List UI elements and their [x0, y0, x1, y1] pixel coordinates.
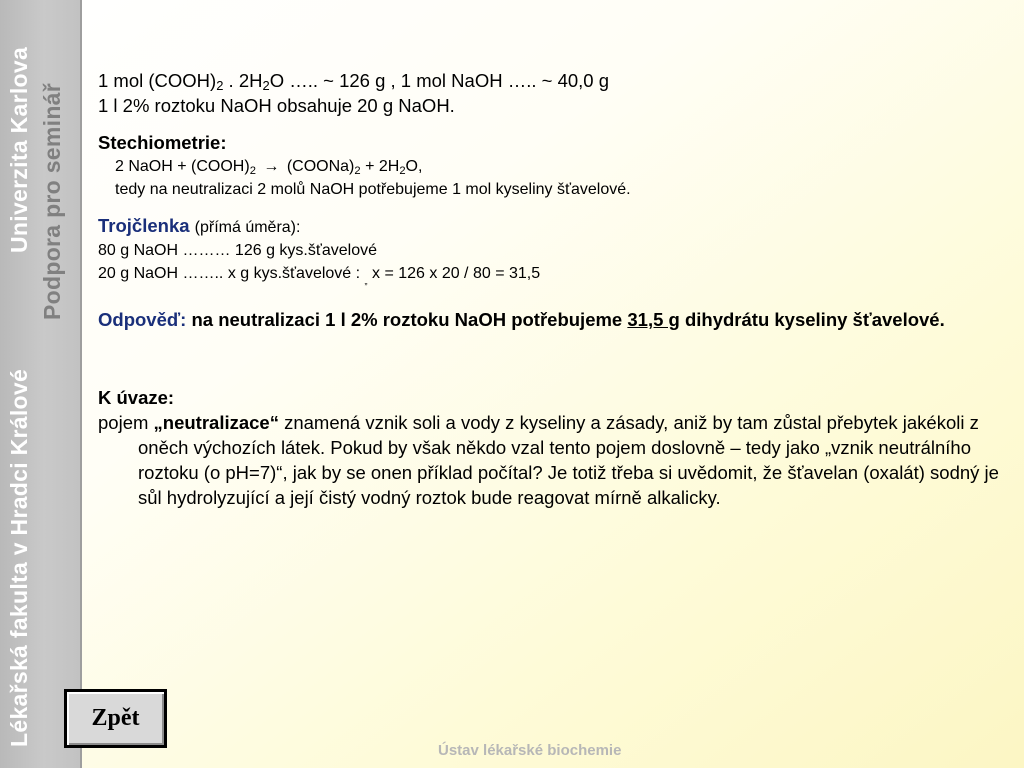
solution-content-line: 1 l 2% roztoku NaOH obsahuje 20 g NaOH.	[98, 95, 455, 116]
proportion-line-1: 80 g NaOH ……… 126 g kys.šťavelové	[98, 242, 378, 259]
footer-institute: Ústav lékařské biochemie	[438, 742, 622, 759]
molar-mass-line: 1 mol $(COOH)_2$ . $2H_2O$ ….. ~ 126 g , 1 mol NaOH ….. ~ 40,0 g	[98, 70, 610, 93]
back-button[interactable]: Zpět	[64, 689, 167, 748]
answer-paragraph: Odpověď: na neutralizaci 1 l 2% roztoku NaOH potřebujeme 31,5 g dihydrátu kyseliny šťavelové.	[98, 309, 945, 330]
arrow-icon: →	[263, 158, 280, 175]
answer-value: 31,5 g	[627, 309, 680, 330]
reaction-equation: 2 NaOH + $(COOH)_2$ → $(COONa)_2 + 2H_2O$,	[98, 155, 1008, 178]
consider-paragraph: pojem „neutralizace“ znamená vznik soli a vody z kyseliny a zásady, aniž by tam zůstal přebytek jakékoli z oněch výchozích látek. Pokud by však někdo vzal tento pojem doslovně – tedy jako „vznik neutrálního roztoku (o pH=7)“, jak by se onen příklad počítal? Je totiž třeba si uvědomit, že šťavelan (oxalát) sodný je sůl hydrolyzující a její čistý vodný roztok bude reagovat mírně alkalicky.	[98, 412, 999, 508]
sidebar-support-text: Podpora pro seminář	[39, 82, 65, 320]
proportion-heading: Trojčlenka (přímá úměra):	[98, 215, 301, 236]
stechiometry-heading: Stechiometrie:	[98, 132, 227, 153]
proportion-line-2: 20 g NaOH …….. x g kys.šťavelové : $_„$ x = 126 x 20 / 80 = 31,5	[98, 265, 541, 286]
stechiometry-note: tedy na neutralizaci 2 molů NaOH potřebujeme 1 mol kyseliny šťavelové.	[115, 181, 631, 198]
sidebar	[0, 0, 82, 768]
consider-heading: K úvaze:	[98, 387, 175, 408]
sidebar-university-text: Univerzita Karlova	[6, 46, 32, 253]
slide-content	[98, 68, 1008, 510]
sidebar-faculty-text: Lékařská fakulta v Hradci Králové	[6, 368, 32, 747]
